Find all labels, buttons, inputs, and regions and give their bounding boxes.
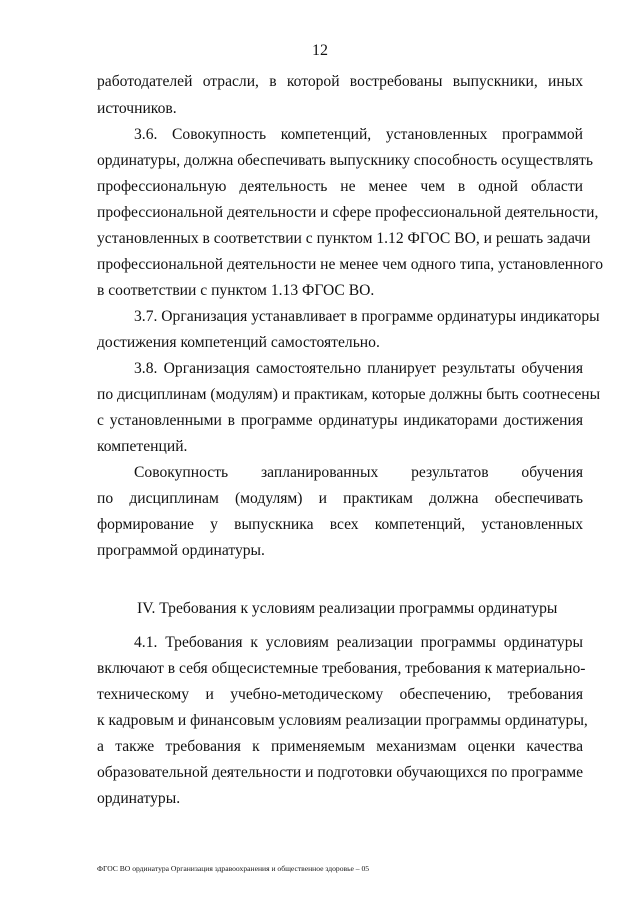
text-line: с установленными в программе ординатуры индикаторами достижения — [97, 412, 583, 429]
text-line: профессиональную деятельность не менее чем в одной области — [97, 178, 583, 195]
section-heading: IV. Требования к условиям реализации программы ординатуры — [137, 600, 558, 617]
text-line: профессиональной деятельности не менее чем одного типа, установленного — [97, 256, 604, 273]
paragraph-4-1-start: 4.1. Требования к условиям реализации программы ординатуры — [134, 634, 583, 651]
text-line: а также требования к применяемым механизмам оценки качества — [97, 738, 583, 755]
page-footer: ФГОС ВО ординатура Организация здравоохранения и общественное здоровье – 05 — [97, 864, 370, 873]
paragraph-3-8-start: 3.8. Организация самостоятельно планирует результаты обучения — [134, 360, 583, 377]
text-line: образовательной деятельности и подготовки обучающихся по программе — [97, 764, 584, 781]
text-line: ординатуры, должна обеспечивать выпускнику способность осуществлять — [97, 152, 593, 169]
text-line: достижения компетенций самостоятельно. — [97, 334, 380, 351]
text-line: в соответствии с пунктом 1.13 ФГОС ВО. — [97, 282, 375, 299]
paragraph-3-6-start: 3.6. Совокупность компетенций, установленных программой — [134, 126, 583, 143]
text-line: техническому и учебно-методическому обеспечению, требования — [97, 686, 583, 703]
text-line: по дисциплинам (модулям) и практикам должна обеспечивать — [97, 490, 583, 507]
text-line: профессиональной деятельности и сфере профессиональной деятельности, — [97, 204, 599, 221]
text-line: ординатуры. — [97, 790, 181, 807]
text-line: программой ординатуры. — [97, 542, 265, 559]
text-line: формирование у выпускника всех компетенций, установленных — [97, 516, 583, 533]
text-line: к кадровым и финансовым условиям реализации программы ординатуры, — [97, 712, 588, 729]
text-line: работодателей отрасли, в которой востребованы выпускники, иных — [97, 73, 583, 90]
text-line: по дисциплинам (модулям) и практикам, которые должны быть соотнесены — [97, 386, 601, 403]
text-line: компетенций. — [97, 438, 188, 455]
paragraph-totality-start: Совокупность запланированных результатов обучения — [134, 464, 583, 481]
page-number: 12 — [312, 42, 328, 59]
text-line: установленных в соответствии с пунктом 1.12 ФГОС ВО, и решать задачи — [97, 230, 591, 247]
text-line: включают в себя общесистемные требования, требования к материально- — [97, 660, 586, 677]
paragraph-3-7-start: 3.7. Организация устанавливает в программе ординатуры индикаторы — [134, 308, 600, 325]
text-line: источников. — [97, 100, 177, 117]
